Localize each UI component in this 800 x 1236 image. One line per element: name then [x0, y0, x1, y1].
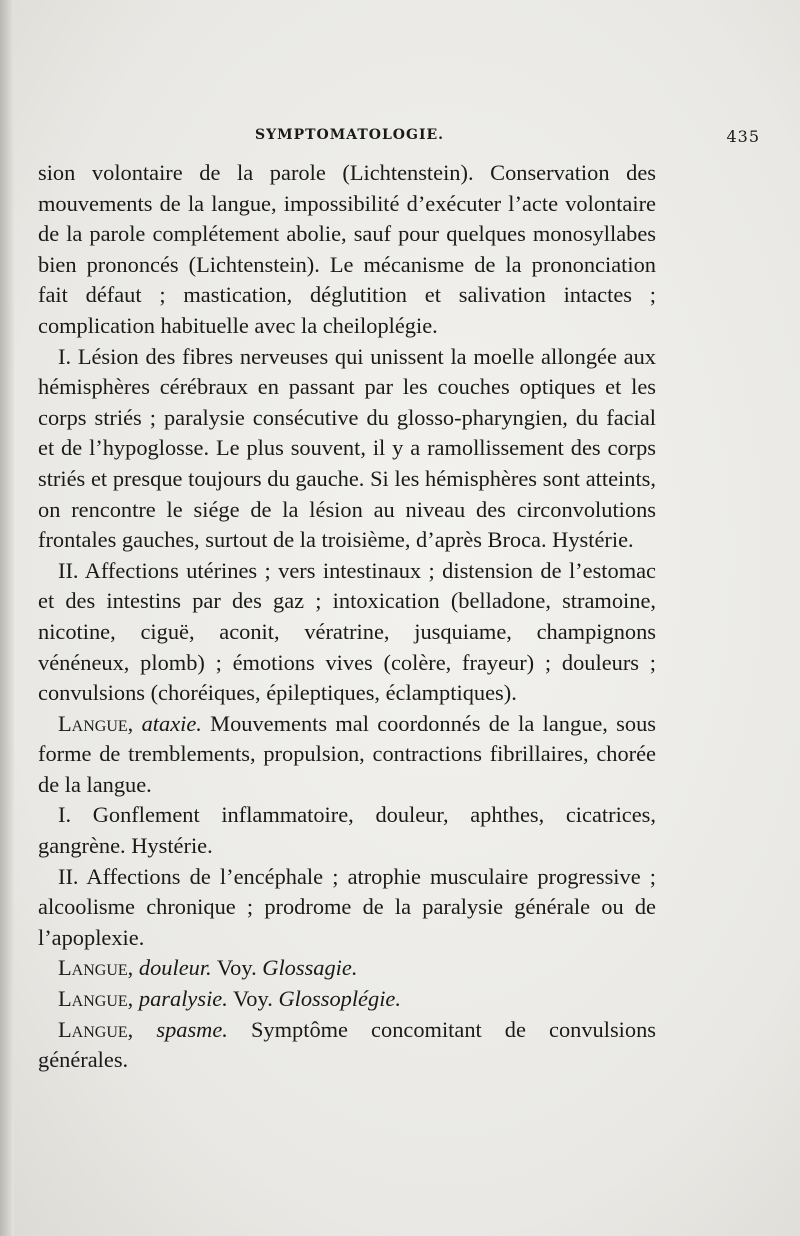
page-number: 435 [726, 127, 760, 146]
entry-label: Langue, [58, 1016, 134, 1042]
entry-text: Symptôme concomitant de convulsions générales. [38, 1016, 656, 1073]
entry-label: Langue, [58, 955, 134, 981]
entry-term: ataxie. [141, 710, 202, 736]
entry-text: Mouvements mal coordonnés de la langue, sous forme de tremblements, propulsion, contractions fibrillaires, chorée de la langue. [38, 710, 656, 797]
entry-langue-ataxie [38, 709, 656, 801]
entry-label: Langue, [58, 710, 134, 736]
running-title: SYMPTOMATOLOGIE. [255, 127, 445, 143]
entry-langue-douleur [38, 953, 656, 984]
entry-text: Voy. [227, 986, 279, 1012]
entry-reference: Glossagie. [262, 955, 358, 981]
entry-term: douleur. [138, 955, 212, 981]
paragraph-cause-2: II. Affections utérines ; vers intestinaux ; distension de l’estomac et des intestins par des gaz ; intoxication (belladone, stramoine, nicotine, ciguë, aconit, vératrine, jusquiame, champignons vénéneux, plomb) ; émotions vives (colère, frayeur) ; douleurs ; convulsions (choréiques, épileptiques, éclamptiques). [38, 557, 656, 706]
paragraph-ataxie-cause-2: II. Affections de l’encéphale ; atrophie musculaire progressive ; alcoolisme chronique ; prodrome de la paralysie générale ou de l’apoplexie. [38, 863, 656, 950]
entry-text: Voy. [211, 955, 263, 981]
entry-langue-spasme [38, 1015, 656, 1076]
book-gutter [0, 0, 14, 1236]
paragraph-continuation: sion volontaire de la parole (Lichtenstein). Conservation des mouvements de la langue, impossibilité d’exécuter l’acte volontaire de la parole complétement abolie, sauf pour quelques monosyllabes bien prononcés (Lichtenstein). Le mécanisme de la prononciation fait défaut ; mastication, déglutition et salivation intactes ; complication habituelle avec la cheiloplégie. [38, 160, 656, 338]
entry-term: paralysie. [138, 986, 228, 1012]
entry-label: Langue, [58, 986, 134, 1012]
entry-reference: Glossoplégie. [278, 986, 401, 1012]
paragraph-ataxie-cause-1: I. Gonflement inflammatoire, douleur, aphthes, cicatrices, gangrène. Hystérie. [38, 802, 656, 859]
entry-term: spasme. [156, 1016, 228, 1042]
entry-langue-paralysie [38, 984, 656, 1015]
paragraph-cause-1: I. Lésion des fibres nerveuses qui unissent la moelle allongée aux hémisphères cérébraux en passant par les couches optiques et les corps striés ; paralysie consécutive du glosso-pharyngien, du facial et de l’hypoglosse. Le plus souvent, il y a ramollissement des corps striés et presque toujours du gauche. Si les hémisphères sont atteints, on rencontre le siége de la lésion au niveau des circonvolutions frontales gauches, surtout de la troisième, d’après Broca. Hystérie. [38, 343, 656, 553]
page-body [38, 158, 656, 1076]
